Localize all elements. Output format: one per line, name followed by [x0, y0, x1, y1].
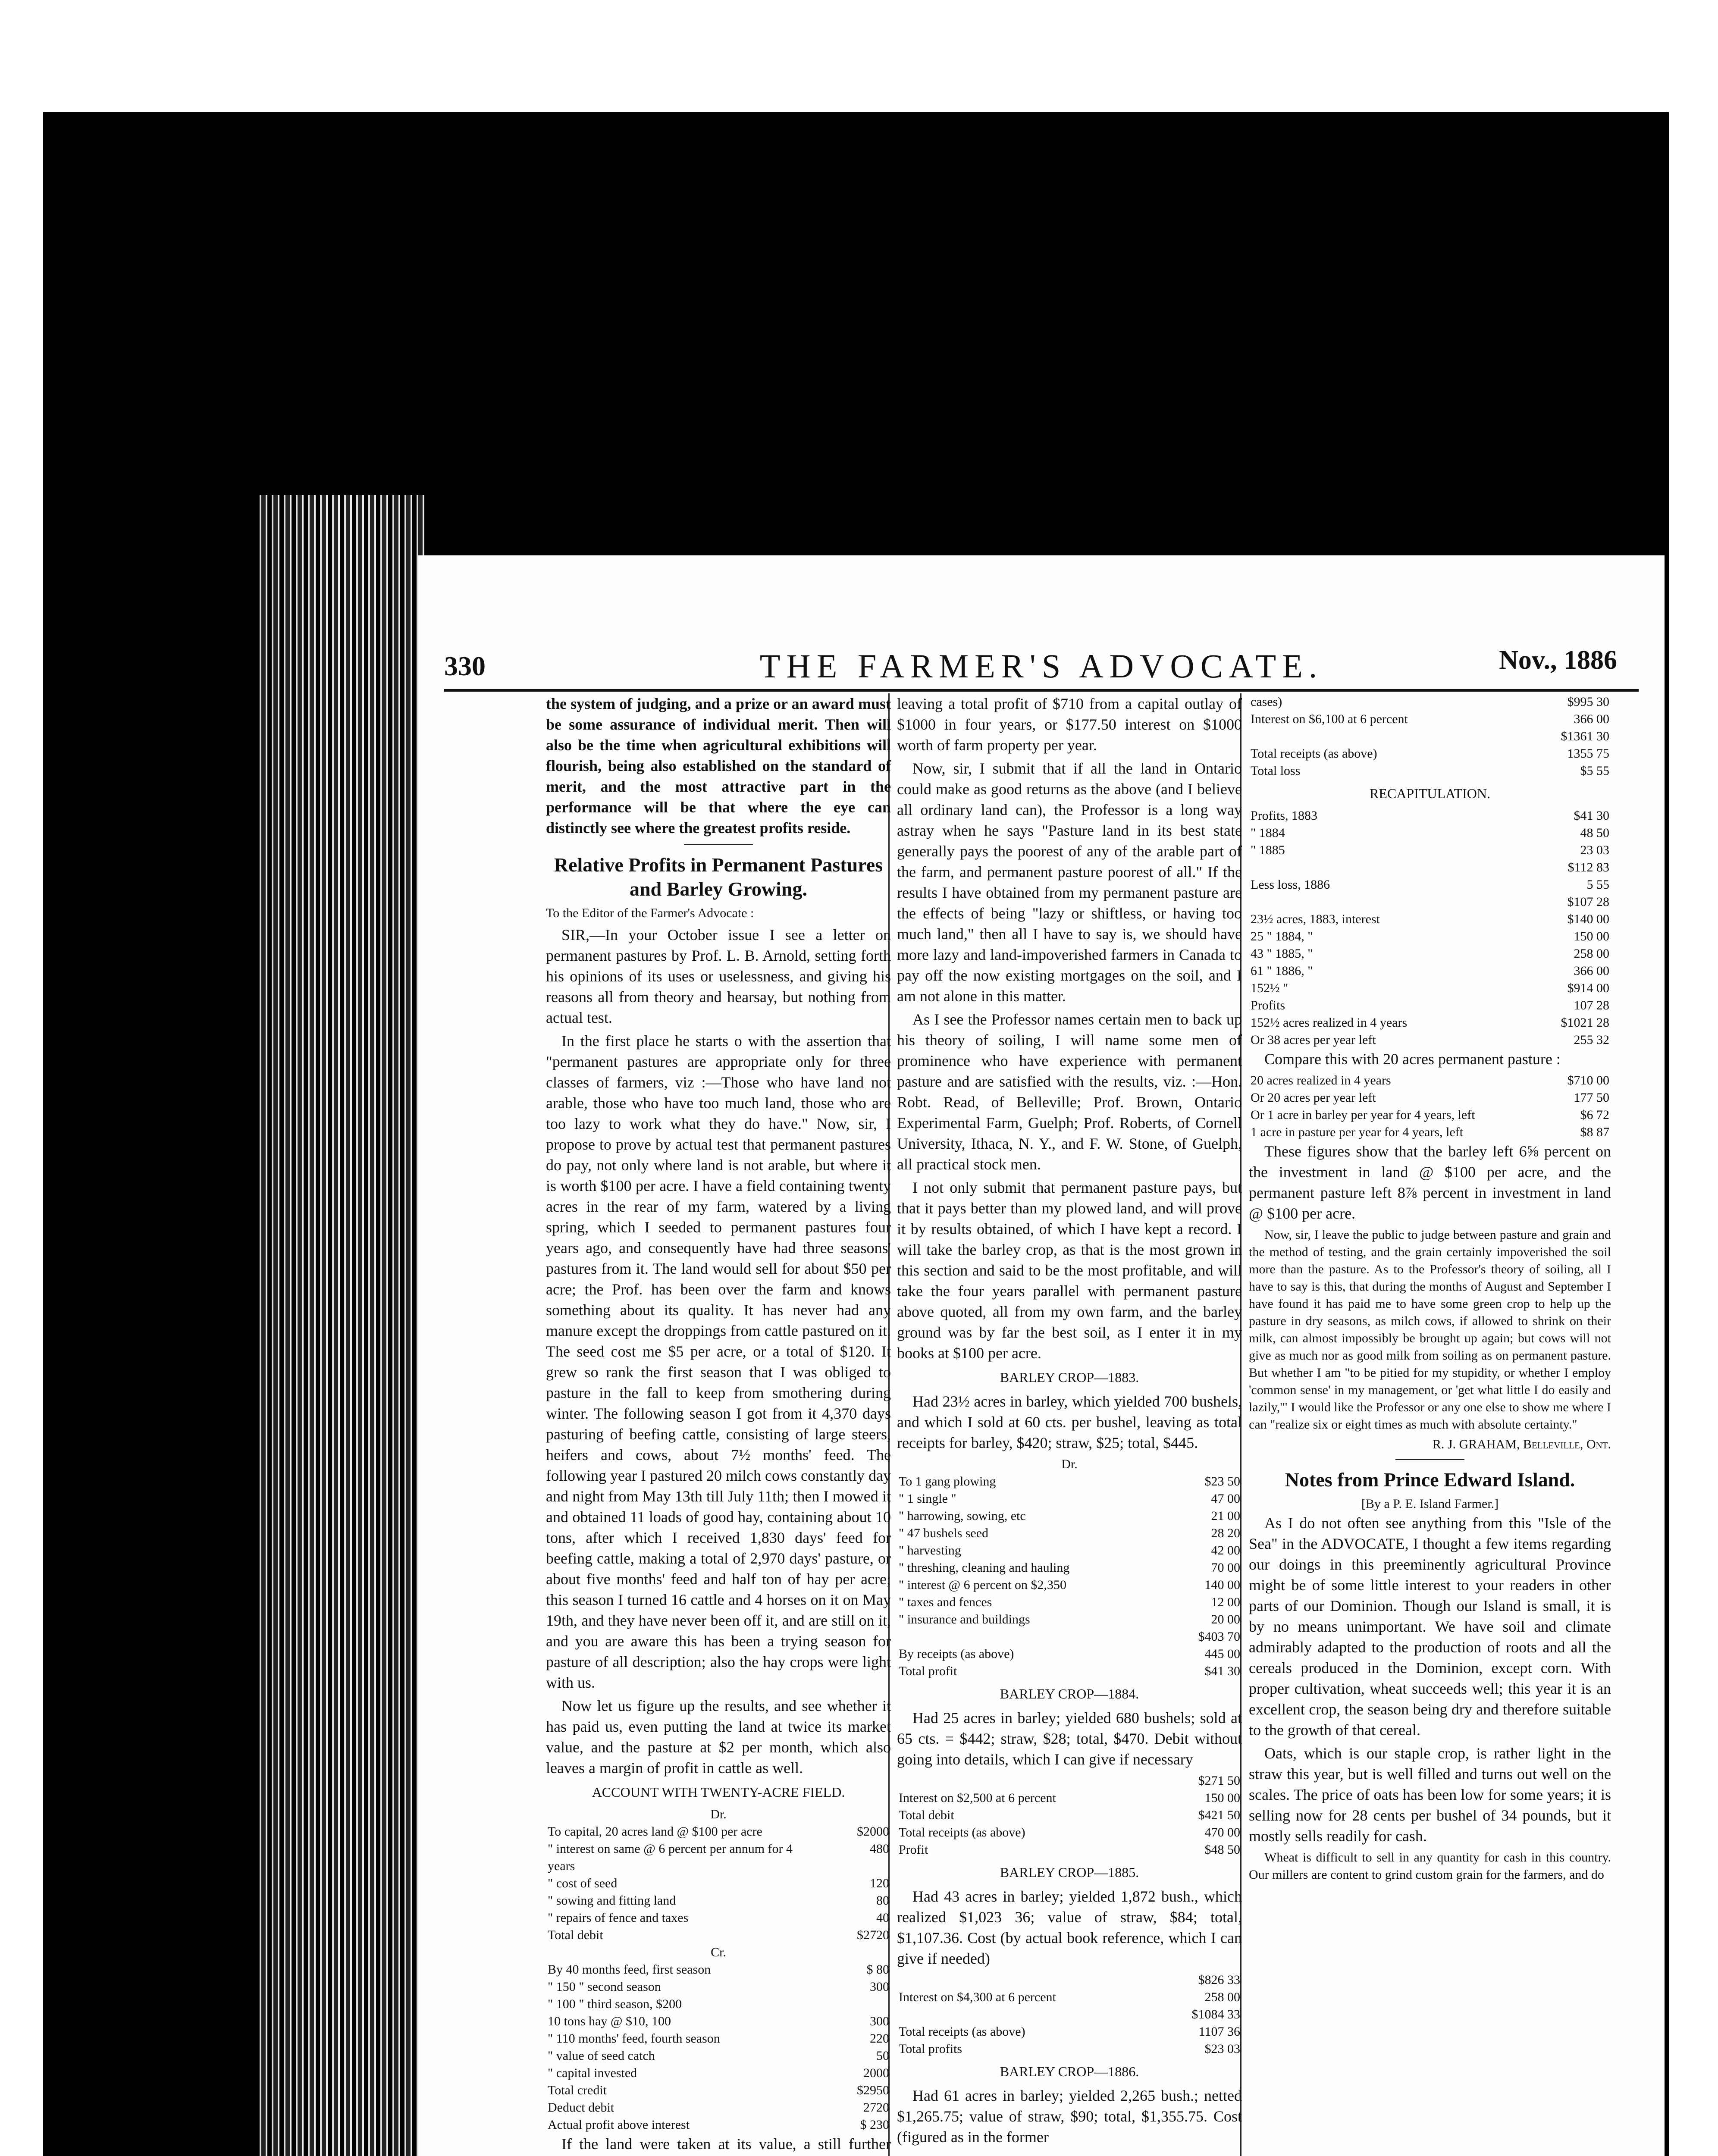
- ledger-amount: $271 50: [1198, 1774, 1240, 1788]
- ledger-amount: 48 50: [1580, 826, 1609, 840]
- ledger-amount: 470 00: [1204, 1825, 1240, 1839]
- ledger-row: [897, 2006, 1242, 2023]
- separator: [1395, 1459, 1464, 1460]
- right-margin: [1669, 0, 1718, 2156]
- signature: R. J. GRAHAM, Belleville, Ont.: [1432, 1437, 1611, 1451]
- paragraph: Oats, which is our staple crop, is rather light in the straw this year, but is well filled and turns out well on the scales. The price of oats has been low for some years; it is selling now for 28 cents per bushel of 34 pounds, but it mostly sells readily for cash.: [1249, 1745, 1611, 1845]
- ledger-item: 152½ acres realized in 4 years: [1251, 1015, 1408, 1030]
- paragraph: Had 25 acres in barley; yielded 680 bushels; sold at 65 cts. = $442; straw, $28; total, $470. Debit without going into details, which I can give if necessary: [897, 1709, 1242, 1768]
- totals-table: [1249, 693, 1611, 780]
- page-number: 330: [444, 651, 486, 681]
- ledger-amount: 47 00: [1211, 1492, 1240, 1506]
- ledger-amount: 1355 75: [1567, 746, 1609, 761]
- ledger-row: [546, 2082, 891, 2099]
- ledger-item: " taxes and fences: [899, 1595, 992, 1609]
- ledger-row: [897, 1507, 1242, 1525]
- ledger-row: [1249, 1014, 1611, 1031]
- ledger-row: [546, 1823, 891, 1840]
- ledger-item: Or 20 acres per year left: [1251, 1091, 1376, 1105]
- ledger-amount: $421 50: [1198, 1808, 1240, 1822]
- ledger-item: Interest on $4,300 at 6 percent: [899, 1990, 1056, 2004]
- ledger-item: Less loss, 1886: [1251, 877, 1330, 892]
- ledger-row: [1249, 711, 1611, 728]
- ledger-amount: 300: [870, 1980, 889, 1994]
- issue-date: Nov., 1886: [1499, 646, 1617, 675]
- paragraph: These figures show that the barley left 6⅝ percent on the investment in land @ $100 per acre, and the permanent pasture left 8⅞ percent in investment in land @ $100 per acre.: [1249, 1143, 1611, 1222]
- ledger-amount: 366 00: [1574, 712, 1609, 726]
- paragraph: leaving a total profit of $710 from a capital outlay of $1000 in four years, or $177.50 interest on $1000 worth of farm property per year.: [897, 695, 1242, 754]
- ledger-amount: $112 83: [1568, 860, 1609, 874]
- ledger-amount: 42 00: [1211, 1543, 1240, 1557]
- newspaper-page: [418, 555, 1665, 2156]
- ledger-item: Total profit: [899, 1664, 957, 1678]
- ledger-item: 43 " 1885, ": [1251, 946, 1313, 961]
- ledger-amount: 70 00: [1211, 1561, 1240, 1575]
- ledger-amount: 2000: [863, 2066, 889, 2080]
- ledger-item: Total receipts (as above): [1251, 746, 1377, 761]
- ledger-item: Interest on $2,500 at 6 percent: [899, 1791, 1056, 1805]
- ledger-item: Total receipts (as above): [899, 1825, 1025, 1839]
- ledger-row: [1249, 876, 1611, 893]
- ledger-amount: $6 72: [1580, 1108, 1609, 1122]
- ledger-amount: $1021 28: [1561, 1015, 1609, 1030]
- ledger-item: " 100 " third season, $200: [548, 1997, 682, 2011]
- ledger-amount: 480: [870, 1842, 889, 1856]
- ledger-amount: $5 55: [1580, 764, 1609, 778]
- ledger-item: Deduct debit: [548, 2100, 614, 2115]
- paragraph: In the first place he starts o with the assertion that "permanent pastures are appropriate only for three classes of farmers, viz :—Those who have land not arable, those who have too much land, those who are too lazy to work what they do have." Now, sir, I propose to prove by actual test that permanent pastures do pay, not only where land is not arable, but where it is worth $100 per acre. I have a field containing twenty acres in the rear of my farm, watered by a living spring, which I seeded to permanent pastures four years ago, and consequently have had three seasons' pastures from it. The land would sell for about $50 per acre; the Prof. has been over the farm and knows something about its quality. It has never had any manure except the droppings from cattle pastured on it. The seed cost me $5 per acre, or a total of $120. It grew so rank the first season that I was obliged to pasture in the fall to keep from smothering during winter. The following season I got from it 4,370 days pasturing of beefing cattle, consisting of large steers, heifers and cows, about 7½ months' feed. The following year I pastured 20 milch cows constantly day and night from May 13th till July 11th; then I mowed it and obtained 11 loads of good hay, containing about 10 tons, after which I received 1,830 days' feed for beefing cattle, making a total of 2,970 days' pasture, or about five months' feed and half ton of hay per acre; this season I turned 16 cattle and 4 horses on it on May 19th, and they have never been off it, and are still on it, and you are aware this has been a trying season for pasture of all description; also the hay crops were light with us.: [546, 1032, 891, 1691]
- ledger-row: [1249, 762, 1611, 780]
- ledger-row: [546, 1875, 891, 1892]
- ledger-row: [1249, 980, 1611, 997]
- paragraph: I not only submit that permanent pasture pays, but that it pays better than my plowed land, and will prove it by results obtained, of which I have kept a record. I will take the barley crop, as that is the most grown in this section and said to be the most profitable, and will take the four years parallel with permanent pasture above quoted, all from my own farm, and the barley ground was by far the best soil, as I enter it in my books at $100 per acre.: [897, 1179, 1242, 1362]
- ledger-amount: $1361 30: [1561, 729, 1609, 743]
- paragraph: As I do not often see anything from this "Isle of the Sea" in the ADVOCATE, I thought a few items regarding our doings in this preeminently agricultural Province might be of some little interest to your readers in other parts of our Dominion. Though our Island is small, it is by no means unimportant. We have soil and climate admirably adapted to the production of roots and all the cereals produced in the Dominion, except corn. With proper cultivation, wheat succeeds well; this year it is an excellent crop, the season being dry and therefore suitable to the growth of that cereal.: [1249, 1514, 1611, 1739]
- ledger-item: " cost of seed: [548, 1876, 618, 1890]
- ledger-item: Total profits: [899, 2042, 962, 2056]
- ledger-row: [546, 1978, 891, 1996]
- ledger-row: [897, 1473, 1242, 1490]
- ledger-row: [897, 1645, 1242, 1663]
- ledger-item: [1249, 893, 1539, 911]
- ledger-row: [897, 1971, 1242, 1989]
- ledger-item: 1 acre in pasture per year for 4 years, left: [1251, 1125, 1464, 1139]
- ledger-row: [546, 2116, 891, 2134]
- ledger-row: [897, 1989, 1242, 2006]
- ledger-row: [897, 1772, 1242, 1789]
- ledger-amount: 300: [870, 2014, 889, 2028]
- ledger-amount: 21 00: [1211, 1509, 1240, 1523]
- ledger-row: [1249, 728, 1611, 745]
- ledger-item: [1249, 728, 1539, 745]
- ledger-row: [897, 1663, 1242, 1680]
- ledger-row: [1249, 911, 1611, 928]
- ledger-amount: 5 55: [1586, 877, 1609, 892]
- ledger-amount: 150 00: [1204, 1791, 1240, 1805]
- ledger-row: [897, 1542, 1242, 1559]
- ledger-row: [546, 2047, 891, 2065]
- notes-byline: [By a P. E. Island Farmer.]: [1361, 1497, 1499, 1511]
- separator: [684, 844, 753, 845]
- ledger-item: By receipts (as above): [899, 1647, 1014, 1661]
- column-3: [1249, 693, 1611, 1886]
- dr-table: [546, 1823, 891, 1944]
- ledger-item: " harrowing, sowing, etc: [899, 1509, 1026, 1523]
- ledger-amount: $914 00: [1567, 981, 1609, 995]
- ledger-amount: 12 00: [1211, 1595, 1240, 1609]
- ledger-row: [1249, 1106, 1611, 1124]
- left-margin: [0, 0, 43, 2156]
- ledger-row: [1249, 1089, 1611, 1106]
- top-margin: [0, 0, 1718, 112]
- ledger-amount: $826 33: [1198, 1973, 1240, 1987]
- cr-table: [546, 1961, 891, 2134]
- ledger-amount: $140 00: [1567, 912, 1609, 926]
- paragraph: Had 23½ acres in barley, which yielded 700 bushels, and which I sold at 60 cts. per bushel, leaving as total receipts for barley, $420; straw, $25; total, $445.: [897, 1393, 1242, 1451]
- ledger-row: [897, 2040, 1242, 2058]
- ledger-item: " interest on same @ 6 percent per annum for 4 years: [548, 1842, 793, 1873]
- ledger-row: [546, 1892, 891, 1909]
- ledger-item: [897, 1971, 1169, 1989]
- ledger-item: " 1884: [1251, 826, 1285, 840]
- recap-table: [1249, 807, 1611, 1049]
- crop-1883-title: BARLEY CROP—1883.: [1000, 1369, 1139, 1385]
- crop-1884-table: [897, 1772, 1242, 1858]
- ledger-amount: 20 00: [1211, 1612, 1240, 1626]
- ledger-row: [1249, 1031, 1611, 1049]
- ledger-row: [1249, 1124, 1611, 1141]
- ledger-amount: 220: [870, 2031, 889, 2046]
- book-page-edges: [255, 495, 428, 2156]
- ledger-item: " capital invested: [548, 2066, 637, 2080]
- compare-table: [1249, 1072, 1611, 1141]
- ledger-row: [897, 1807, 1242, 1824]
- ledger-amount: 258 00: [1574, 946, 1609, 961]
- ledger-row: [546, 2099, 891, 2116]
- ledger-row: [897, 1628, 1242, 1645]
- ledger-amount: $2000: [857, 1824, 889, 1839]
- ledger-item: Total loss: [1251, 764, 1301, 778]
- ledger-amount: $23 50: [1204, 1474, 1240, 1489]
- paragraph: Had 43 acres in barley; yielded 1,872 bush., which realized $1,023 36; value of straw, $84; total, $1,107.36. Cost (by actual book reference, which I can give if needed): [897, 1888, 1242, 1967]
- ledger-amount: 40: [876, 1911, 889, 1925]
- ledger-item: " interest @ 6 percent on $2,350: [899, 1578, 1066, 1592]
- ledger-row: [546, 1840, 891, 1875]
- ledger-row: [546, 1927, 891, 1944]
- ledger-amount: 28 20: [1211, 1526, 1240, 1540]
- ledger-row: [1249, 997, 1611, 1014]
- ledger-amount: 445 00: [1204, 1647, 1240, 1661]
- ledger-item: Interest on $6,100 at 6 percent: [1251, 712, 1408, 726]
- paragraph: Compare this with 20 acres permanent pasture :: [1264, 1050, 1561, 1068]
- ledger-item: 61 " 1886, ": [1251, 964, 1313, 978]
- ledger-amount: 150 00: [1574, 929, 1609, 943]
- ledger-row: [897, 2023, 1242, 2040]
- notes-title: Notes from Prince Edward Island.: [1285, 1469, 1575, 1491]
- ledger-amount: $41 30: [1204, 1664, 1240, 1678]
- ledger-item: [1249, 859, 1539, 876]
- paragraph: Had 61 acres in barley; yielded 2,265 bush.; netted $1,265.75; value of straw, $90; total, $1,355.75. Cost (figured as in the former: [897, 2087, 1242, 2146]
- ledger-item: cases): [1251, 695, 1282, 709]
- header-rule: [444, 689, 1639, 692]
- crop-1883-table: [897, 1473, 1242, 1680]
- crop-1884-title: BARLEY CROP—1884.: [1000, 1686, 1139, 1702]
- ledger-item: Total debit: [548, 1928, 603, 1942]
- ledger-row: [897, 1559, 1242, 1576]
- ledger-amount: 140 00: [1204, 1578, 1240, 1592]
- ledger-item: " value of seed catch: [548, 2049, 655, 2063]
- ledger-amount: 120: [870, 1876, 889, 1890]
- ledger-item: By 40 months feed, first season: [548, 1962, 711, 1977]
- ledger-amount: 107 28: [1574, 998, 1609, 1012]
- ledger-item: Or 1 acre in barley per year for 4 years, left: [1251, 1108, 1475, 1122]
- ledger-item: 23½ acres, 1883, interest: [1251, 912, 1380, 926]
- ledger-row: [897, 1824, 1242, 1841]
- ledger-item: Profits, 1883: [1251, 808, 1318, 823]
- ledger-row: [897, 1576, 1242, 1594]
- ledger-item: Actual profit above interest: [548, 2118, 690, 2132]
- ledger-row: [546, 2030, 891, 2047]
- ledger-amount: $ 230: [860, 2118, 889, 2132]
- ledger-amount: $710 00: [1567, 1073, 1609, 1087]
- ledger-amount: 258 00: [1204, 1990, 1240, 2004]
- paper-title: THE FARMER'S ADVOCATE.: [759, 647, 1323, 685]
- ledger-item: [897, 2006, 1169, 2023]
- account-title: ACCOUNT WITH TWENTY-ACRE FIELD.: [592, 1784, 845, 1800]
- ledger-item: Profit: [899, 1843, 928, 1857]
- ledger-item: " repairs of fence and taxes: [548, 1911, 689, 1925]
- ledger-item: " 47 bushels seed: [899, 1526, 989, 1540]
- ledger-amount: 23 03: [1580, 843, 1609, 857]
- recap-title: RECAPITULATION.: [1370, 786, 1490, 801]
- ledger-row: [1249, 693, 1611, 711]
- cr-label: Cr.: [711, 1945, 726, 1959]
- ledger-item: " insurance and buildings: [899, 1612, 1030, 1626]
- ledger-row: [897, 1841, 1242, 1858]
- ledger-row: [1249, 859, 1611, 876]
- ledger-item: " 1885: [1251, 843, 1285, 857]
- crop-1885-title: BARLEY CROP—1885.: [1000, 1865, 1139, 1880]
- ledger-row: [546, 2065, 891, 2082]
- ledger-row: [1249, 962, 1611, 980]
- ledger-row: [1249, 893, 1611, 911]
- ledger-item: " sowing and fitting land: [548, 1893, 676, 1908]
- ledger-item: 25 " 1884, ": [1251, 929, 1313, 943]
- ledger-item: " 110 months' feed, fourth season: [548, 2031, 720, 2046]
- ledger-amount: $995 30: [1567, 695, 1609, 709]
- crop-1886-title: BARLEY CROP—1886.: [1000, 2064, 1139, 2079]
- ledger-row: [897, 1594, 1242, 1611]
- column-2: [897, 693, 1242, 2150]
- ledger-item: " threshing, cleaning and hauling: [899, 1561, 1070, 1575]
- paragraph: SIR,—In your October issue I see a letter on permanent pastures by Prof. L. B. Arnold, setting forth his opinions of its uses or uselessness, and giving his reasons all from theory and hearsay, but nothing from actual test.: [546, 926, 891, 1026]
- ledger-row: [1249, 745, 1611, 762]
- salutation: To the Editor of the Farmer's Advocate :: [546, 906, 754, 920]
- ledger-item: To 1 gang plowing: [899, 1474, 996, 1489]
- ledger-item: " harvesting: [899, 1543, 961, 1557]
- ledger-row: [546, 1909, 891, 1927]
- ledger-item: 10 tons hay @ $10, 100: [548, 2014, 671, 2028]
- ledger-amount: [818, 1996, 891, 2013]
- ledger-row: [897, 1525, 1242, 1542]
- ledger-amount: $403 70: [1198, 1630, 1240, 1644]
- ledger-amount: $41 30: [1574, 808, 1609, 823]
- ledger-amount: 177 50: [1574, 1091, 1609, 1105]
- ledger-amount: $8 87: [1580, 1125, 1609, 1139]
- dr-label: Dr.: [710, 1807, 727, 1821]
- paragraph: If the land were taken at its value, a still further: [561, 2135, 891, 2153]
- ledger-row: [1249, 807, 1611, 824]
- paragraph: Now let us figure up the results, and see whether it has paid us, even putting the land at twice its market value, and the pasture at $2 per month, which also leaves a margin of profit in cattle as well.: [546, 1697, 891, 1777]
- intro-paragraph: the system of judging, and a prize or an award must be some assurance of individual merit. Then will also be the time when agricultural exhibitions will flourish, being also established on the standard of merit, and the most attractive part in the performance will be that where the eye can distinctly see where the greatest profits reside.: [546, 695, 891, 837]
- ledger-row: [897, 1611, 1242, 1628]
- ledger-item: " 1 single ": [899, 1492, 956, 1506]
- ledger-item: 152½ ": [1251, 981, 1288, 995]
- ledger-amount: $2720: [857, 1928, 889, 1942]
- ledger-amount: $48 50: [1204, 1843, 1240, 1857]
- ledger-amount: $2950: [857, 2083, 889, 2097]
- ledger-amount: $107 28: [1567, 895, 1609, 909]
- ledger-amount: $1084 33: [1191, 2007, 1240, 2021]
- ledger-amount: 50: [876, 2049, 889, 2063]
- ledger-item: Total credit: [548, 2083, 607, 2097]
- ledger-amount: $23 03: [1204, 2042, 1240, 2056]
- paragraph: Now, sir, I submit that if all the land in Ontario could make as good returns as the above (and I believe all ordinary land can), the Professor is a long way astray when he says "Pasture land in its best state generally pays the poorest of any of the arable part of the farm, and permanent pasture poorest of all." If the results I have obtained from my permanent pasture are the effects of being "lazy or shiftless, or having too much land," then all I have to say is, we should have more lazy and land-impoverished farmers in Canada to pay off the now existing mortgages on the soil, and I am not alone in this matter.: [897, 760, 1242, 1005]
- ledger-item: " 150 " second season: [548, 1980, 661, 1994]
- dr-label: Dr.: [1061, 1457, 1078, 1471]
- ledger-row: [897, 1490, 1242, 1507]
- ledger-item: 20 acres realized in 4 years: [1251, 1073, 1391, 1087]
- ledger-row: [1249, 1072, 1611, 1089]
- ledger-amount: 1107 36: [1198, 2024, 1240, 2039]
- ledger-item: Total receipts (as above): [899, 2024, 1025, 2039]
- ledger-item: [897, 1772, 1169, 1789]
- paragraph: Wheat is difficult to sell in any quantity for cash in this country. Our millers are content to grind custom grain for the farmers, and do: [1249, 1850, 1611, 1882]
- ledger-item: Total debit: [899, 1808, 954, 1822]
- ledger-item: [897, 1628, 1169, 1645]
- column-1: [546, 693, 891, 2156]
- ledger-row: [1249, 928, 1611, 945]
- ledger-item: Profits: [1251, 998, 1285, 1012]
- ledger-row: [1249, 945, 1611, 962]
- ledger-amount: $ 80: [866, 1962, 889, 1977]
- ledger-item: Or 38 acres per year left: [1251, 1033, 1376, 1047]
- crop-1885-table: [897, 1971, 1242, 2058]
- ledger-row: [1249, 824, 1611, 842]
- ledger-row: [546, 2013, 891, 2030]
- ledger-amount: 80: [876, 1893, 889, 1908]
- ledger-amount: 255 32: [1574, 1033, 1609, 1047]
- ledger-row: [897, 1789, 1242, 1807]
- ledger-amount: 2720: [863, 2100, 889, 2115]
- article-title: Relative Profits in Permanent Pastures and Barley Growing.: [554, 854, 883, 900]
- ledger-amount: 366 00: [1574, 964, 1609, 978]
- paragraph: Now, sir, I leave the public to judge between pasture and grain and the method of testing, and the grain certainly impoverished the soil more than the pasture. As to the Professor's theory of soiling, all I have to say is this, that during the months of August and September I have found it has paid me to have some green crop to help up the pasture in dry seasons, as milch cows, if allowed to shrink on their milk, can almost impossibly be brought up again; but cows will not give as much nor as good milk from soiling as on permanent pasture. But whether I am "to be pitied for my stupidity, or whether I employ 'common sense' in my management, or 'get what little I do easily and lazily,'" I would like the Professor or any one else to show me where I can "realize six or eight times as much with absolute certainty.": [1249, 1228, 1611, 1432]
- ledger-row: [546, 1961, 891, 1978]
- ledger-row: [1249, 842, 1611, 859]
- paragraph: As I see the Professor names certain men to back up his theory of soiling, I will name some men of prominence who have experience with permanent pasture and are satisfied with the results, viz. :—Hon. Robt. Read, of Belleville; Prof. Brown, Ontario Experimental Farm, Guelph; Prof. Roberts, of Cornell University, Ithaca, N. Y., and F. W. Stone, of Guelph, all practical stock men.: [897, 1011, 1242, 1173]
- ledger-row: [546, 1996, 891, 2013]
- ledger-item: To capital, 20 acres land @ $100 per acre: [548, 1824, 762, 1839]
